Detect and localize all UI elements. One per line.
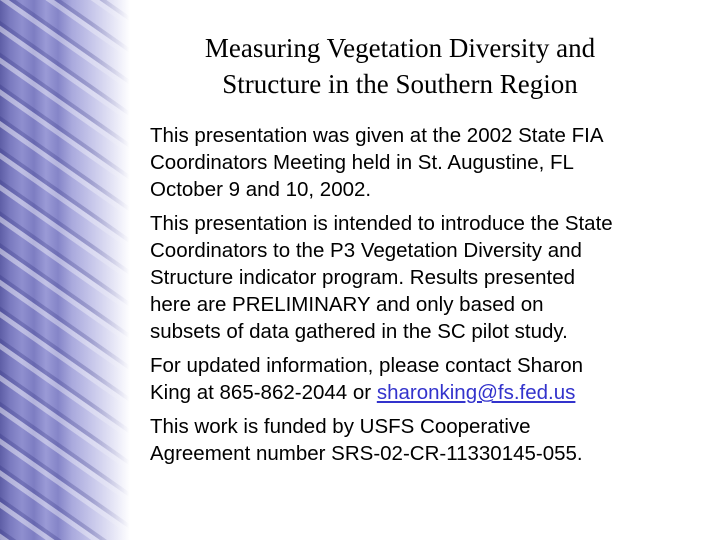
text-line: Structure indicator program. Results presented — [150, 266, 576, 289]
paragraph-contact — [150, 352, 710, 406]
text-line: here are PRELIMINARY and only based on — [150, 293, 544, 316]
text-line: This work is funded by USFS Cooperative — [150, 415, 531, 438]
slide-title — [140, 30, 660, 102]
paragraph-presentation-info — [150, 122, 710, 203]
slide-body — [150, 122, 710, 474]
slide-title-line: Structure in the Southern Region — [222, 69, 578, 99]
text-line: This presentation was given at the 2002 State FIA — [150, 124, 604, 147]
contact-phone-text: King at 865-862-2044 or — [150, 381, 377, 404]
email-link[interactable]: sharonking@fs.fed.us — [376, 381, 576, 404]
text-line: subsets of data gathered in the SC pilot study. — [150, 320, 568, 343]
text-line: For updated information, please contact Sharon — [150, 354, 584, 377]
text-line — [150, 379, 710, 406]
text-line: Coordinators Meeting held in St. Augustine, FL — [150, 151, 574, 174]
text-line: October 9 and 10, 2002. — [150, 178, 372, 201]
slide-title-line: Measuring Vegetation Diversity and — [204, 33, 596, 63]
text-line: Coordinators to the P3 Vegetation Diversity and — [150, 239, 582, 262]
sidebar-stripe-pattern — [0, 0, 130, 540]
text-line: This presentation is intended to introduce the State — [150, 212, 613, 235]
decorative-sidebar — [0, 0, 130, 540]
paragraph-funding — [150, 413, 710, 467]
text-line: Agreement number SRS-02-CR-11330145-055. — [150, 442, 583, 465]
paragraph-purpose — [150, 210, 710, 345]
